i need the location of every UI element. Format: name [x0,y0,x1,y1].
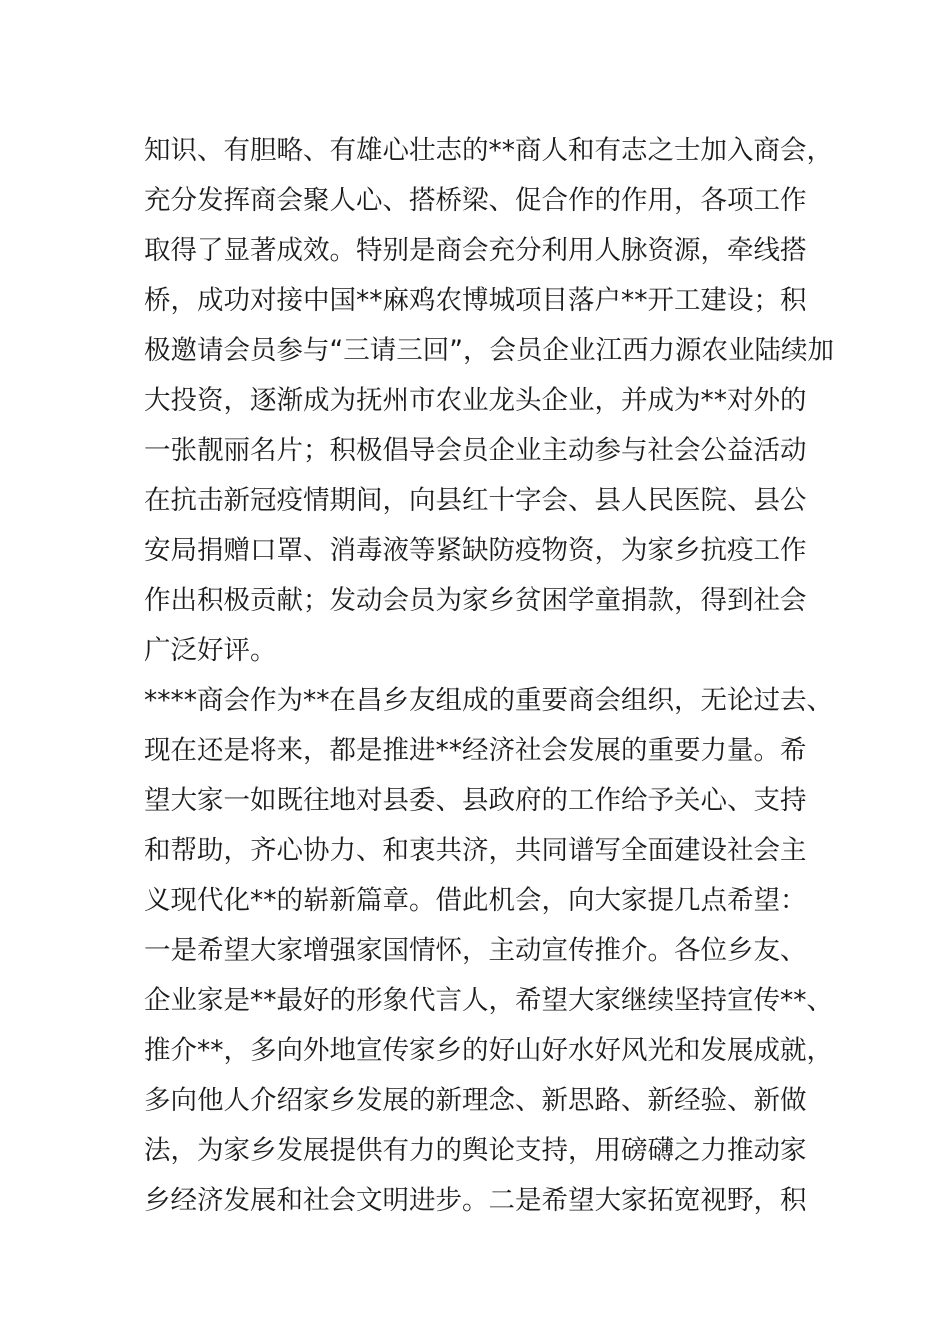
text-line: 作出积极贡献；发动会员为家乡贫困学童捐款，得到社会 [144,585,807,616]
text-line: 取得了显著成效。特别是商会充分利用人脉资源，牵线搭 [144,235,807,266]
body-text [144,126,844,1226]
text-line: 多向他人介绍家乡发展的新理念、新思路、新经验、新做 [144,1085,807,1116]
text-line: 一张靓丽名片；积极倡导会员企业主动参与社会公益活动 [144,435,807,466]
text-line: 安局捐赠口罩、消毒液等紧缺防疫物资，为家乡抗疫工作 [144,535,807,566]
text-line: 广泛好评。 [144,635,277,666]
text-line: 推介**，多向外地宣传家乡的好山好水好风光和发展成就， [144,1035,833,1066]
text-line: 望大家一如既往地对县委、县政府的工作给予关心、支持 [144,785,807,816]
text-line: 知识、有胆略、有雄心壮志的**商人和有志之士加入商会， [144,135,833,166]
text-line: 桥，成功对接中国**麻鸡农博城项目落户**开工建设；积 [144,285,807,316]
text-line: 义现代化**的崭新篇章。借此机会，向大家提几点希望： [144,885,807,916]
text-line: 一是希望大家增强家国情怀，主动宣传推介。各位乡友、 [144,935,807,966]
text-line: 在抗击新冠疫情期间，向县红十字会、县人民医院、县公 [144,485,807,516]
text-line: 充分发挥商会聚人心、搭桥梁、促合作的作用，各项工作 [144,185,807,216]
text-line: 法，为家乡发展提供有力的舆论支持，用磅礴之力推动家 [144,1135,807,1166]
text-line: 企业家是**最好的形象代言人，希望大家继续坚持宣传**、 [144,985,833,1016]
text-line: 乡经济发展和社会文明进步。二是希望大家拓宽视野，积 [144,1185,807,1216]
text-line: ****商会作为**在昌乡友组成的重要商会组织，无论过去、 [144,685,833,716]
text-line: 和帮助，齐心协力、和衷共济，共同谱写全面建设社会主 [144,835,807,866]
text-line: 极邀请会员参与“三请三回”，会员企业江西力源农业陆续加 [144,335,834,366]
text-line: 大投资，逐渐成为抚州市农业龙头企业，并成为**对外的 [144,385,807,416]
text-line: 现在还是将来，都是推进**经济社会发展的重要力量。希 [144,735,807,766]
